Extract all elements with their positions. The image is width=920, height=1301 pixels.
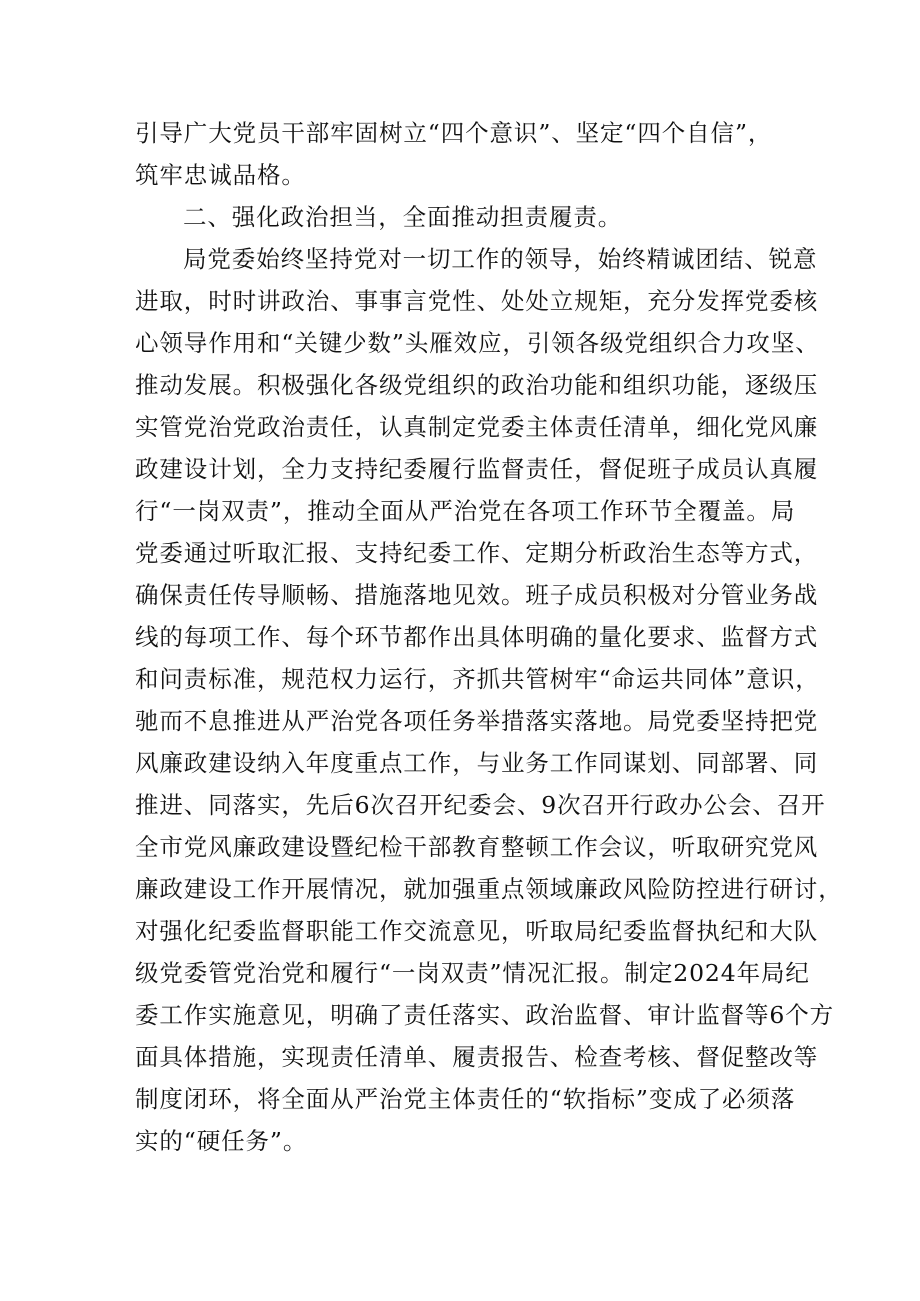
text-line: 党委通过听取汇报、支持纪委工作、定期分析政治生态等方式， xyxy=(135,539,819,567)
text-line: 制度闭环，将全面从严治党主体责任的“软指标”变成了必须落 xyxy=(135,1085,796,1113)
text-line: 心领导作用和“关键少数”头雁效应，引领各级党组织合力攻坚、 xyxy=(135,329,820,357)
text-line: 线的每项工作、每个环节都作出具体明确的量化要求、监督方式 xyxy=(135,623,819,651)
text-line: 政建设计划，全力支持纪委履行监督责任，督促班子成员认真履 xyxy=(135,455,819,483)
text-line: 筑牢忠诚品格。 xyxy=(135,161,306,189)
text-line: 对强化纪委监督职能工作交流意见，听取局纪委监督执纪和大队 xyxy=(135,917,819,945)
text-line: 面具体措施，实现责任清单、履责报告、检查考核、督促整改等 xyxy=(135,1043,819,1071)
document-body xyxy=(135,112,843,1162)
text-line: 推动发展。积极强化各级党组织的政治功能和组织功能，逐级压 xyxy=(135,371,819,399)
text-line: 实管党治党政治责任，认真制定党委主体责任清单，细化党风廉 xyxy=(135,413,819,441)
text-line: 廉政建设工作开展情况，就加强重点领域廉政风险防控进行研讨， xyxy=(135,875,843,903)
text-line: 进取，时时讲政治、事事言党性、处处立规矩，充分发挥党委核 xyxy=(135,287,819,315)
text-line: 推进、同落实，先后6次召开纪委会、9次召开行政办公会、召开 xyxy=(135,791,826,819)
text-line: 委工作实施意见，明确了责任落实、政治监督、审计监督等6个方 xyxy=(135,1001,835,1029)
text-line: 全市党风廉政建设暨纪检干部教育整顿工作会议，听取研究党风 xyxy=(135,833,819,861)
text-line: 级党委管党治党和履行“一岗双责”情况汇报。制定2024年局纪 xyxy=(135,959,810,987)
text-line: 和问责标准，规范权力运行，齐抓共管树牢“命运共同体”意识， xyxy=(135,665,820,693)
paragraph-first-line: 局党委始终坚持党对一切工作的领导，始终精诚团结、锐意 xyxy=(183,245,818,273)
text-line: 驰而不息推进从严治党各项任务举措落实落地。局党委坚持把党 xyxy=(135,707,819,735)
text-line: 风廉政建设纳入年度重点工作，与业务工作同谋划、同部署、同 xyxy=(135,749,819,777)
text-line: 引导广大党员干部牢固树立“四个意识”、坚定“四个自信”， xyxy=(135,119,773,147)
section-heading: 二、强化政治担当，全面推动担责履责。 xyxy=(183,203,623,231)
text-line: 行“一岗双责”，推动全面从严治党在各项工作环节全覆盖。局 xyxy=(135,497,796,525)
text-line: 确保责任传导顺畅、措施落地见效。班子成员积极对分管业务战 xyxy=(135,581,819,609)
text-line: 实的“硬任务”。 xyxy=(135,1127,308,1155)
